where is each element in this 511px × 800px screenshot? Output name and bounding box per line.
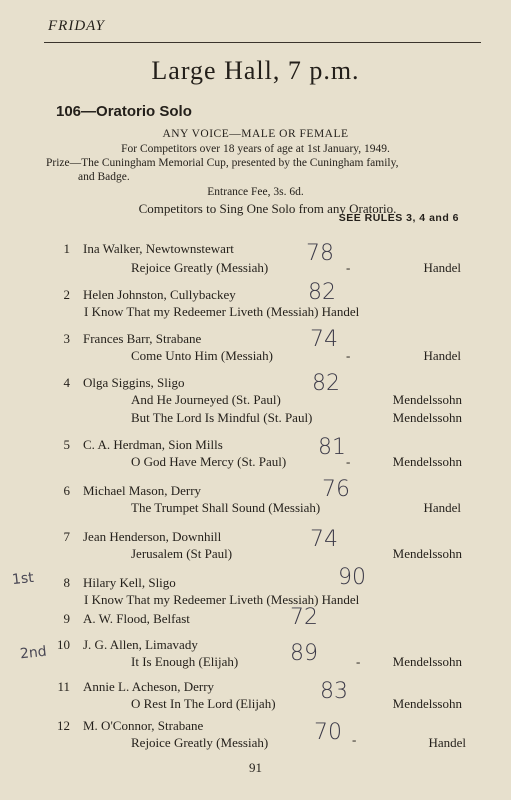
list-item: 2 Helen Johnston, Cullybackey I Know That my Redeemer Liveth (Messiah) Handel 82 — [63, 280, 360, 319]
handwritten-score: 82 — [308, 280, 336, 305]
handwritten-score: 76 — [322, 477, 350, 502]
handwritten-score: 82 — [312, 371, 340, 396]
day-header: FRIDAY — [48, 18, 105, 34]
eligibility-line: For Competitors over 18 years of age at 1st January, 1949. — [121, 143, 390, 155]
handwritten-score: 89 — [290, 641, 318, 666]
list-item: 4 Olga Siggins, Sligo And He Journeyed (St. Paul) Mendelssohn But The Lord Is Mindful (St. Paul) Mendelssohn 82 — [63, 371, 462, 425]
handwritten-score: 70 — [314, 720, 342, 745]
list-item: 9 A. W. Flood, Belfast 72 — [63, 605, 318, 630]
handwritten-score: 83 — [320, 679, 348, 704]
prize-line-continued: and Badge. — [78, 171, 130, 183]
list-item: 10 J. G. Allen, Limavady It Is Enough (Elijah) - Mendelssohn 89 2nd — [19, 637, 462, 669]
instructions: Competitors to Sing One Solo from any Oratorio. — [138, 201, 397, 216]
handwritten-score: 90 — [338, 565, 366, 590]
rules-reference: SEE RULES 3, 4 and 6 — [338, 212, 459, 224]
list-item: 11 Annie L. Acheson, Derry O Rest In The Lord (Elijah) Mendelssohn 83 — [57, 679, 462, 711]
handwritten-score: 81 — [318, 435, 346, 460]
list-item: 7 Jean Henderson, Downhill Jerusalem (St Paul) Mendelssohn 74 — [63, 527, 462, 561]
header-rule — [44, 42, 481, 43]
handwritten-score: 72 — [290, 605, 318, 630]
list-item: 6 Michael Mason, Derry The Trumpet Shall Sound (Messiah) Handel 76 — [63, 477, 461, 515]
voice-line: ANY VOICE—MALE OR FEMALE — [162, 128, 349, 140]
hall-title: Large Hall, 7 p.m. — [151, 56, 360, 85]
list-item: 1 Ina Walker, Newtownstewart Rejoice Greatly (Messiah) - Handel 78 — [63, 241, 461, 275]
handwritten-score: 78 — [306, 241, 334, 266]
list-item: 12 M. O'Connor, Strabane Rejoice Greatly (Messiah) - Handel 70 — [57, 718, 466, 750]
page-number: 91 — [249, 760, 262, 775]
handwritten-score: 74 — [310, 327, 338, 352]
list-item: 5 C. A. Herdman, Sion Mills O God Have Mercy (St. Paul) - Mendelssohn 81 — [63, 435, 462, 469]
event-title: 106—Oratorio Solo — [56, 103, 192, 120]
entrance-fee: Entrance Fee, 3s. 6d. — [207, 186, 304, 198]
handwritten-placing: 2nd — [19, 643, 48, 663]
prize-line: Prize—The Cuningham Memorial Cup, presented by the Cuningham family, — [46, 157, 399, 169]
handwritten-score: 74 — [310, 527, 338, 552]
handwritten-placing: 1st — [11, 569, 35, 589]
list-item: 3 Frances Barr, Strabane Come Unto Him (Messiah) - Handel 74 — [63, 327, 461, 363]
list-item: 8 Hilary Kell, Sligo I Know That my Redeemer Liveth (Messiah) Handel 90 1st — [11, 565, 366, 607]
